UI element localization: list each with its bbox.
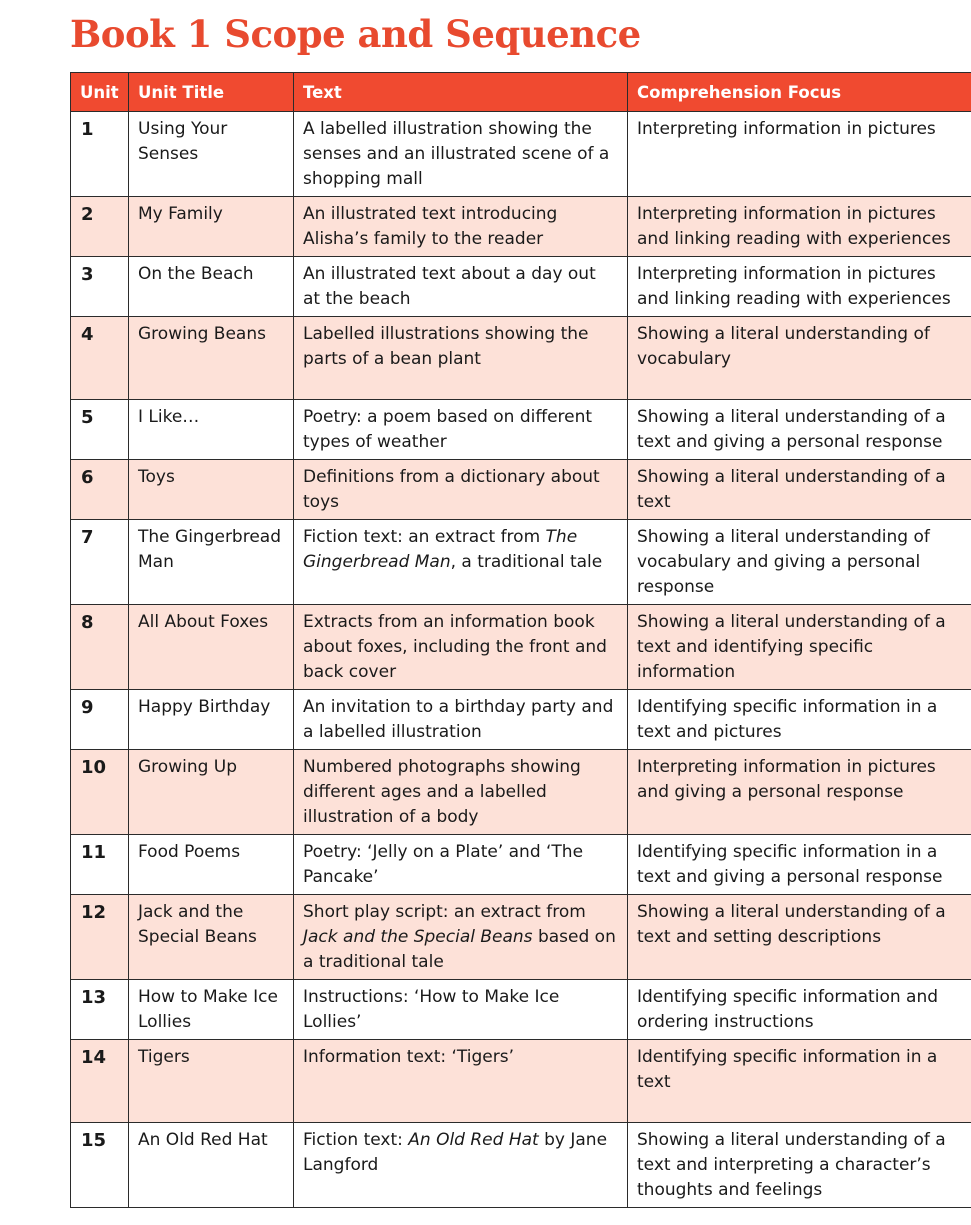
header-comprehension-focus: Comprehension Focus [628,73,971,112]
text-prefix: Short play script: an extract from [303,902,586,922]
unit-text: An invitation to a birthday party and a labelled illustration [294,690,628,750]
text-suffix: by Jane Langford [303,1130,608,1175]
comprehension-focus: Showing a literal understanding of a text and giving a personal response [628,400,971,460]
unit-number: 4 [71,317,129,400]
unit-text: An illustrated text about a day out at the beach [294,257,628,317]
unit-text: A labelled illustration showing the senses and an illustrated scene of a shopping mall [294,112,628,197]
header-unit-title: Unit Title [129,73,294,112]
unit-text: Extracts from an information book about foxes, including the front and back cover [294,605,628,690]
comprehension-focus: Identifying specific information and ordering instructions [628,980,971,1040]
unit-title: Tigers [129,1040,294,1123]
unit-number: 6 [71,460,129,520]
table-row [71,835,971,895]
unit-number: 1 [71,112,129,197]
table-row [71,400,971,460]
comprehension-focus: Showing a literal understanding of a text and identifying specific information [628,605,971,690]
unit-text [294,895,628,980]
unit-number: 8 [71,605,129,690]
table-row [71,257,971,317]
table-row [71,197,971,257]
text-prefix: Fiction text: an extract from [303,527,546,547]
unit-title: How to Make Ice Lollies [129,980,294,1040]
unit-title: Jack and the Special Beans [129,895,294,980]
unit-title: Growing Up [129,750,294,835]
comprehension-focus: Identifying specific information in a text and giving a personal response [628,835,971,895]
comprehension-focus: Showing a literal understanding of a text and setting descriptions [628,895,971,980]
unit-number: 12 [71,895,129,980]
table-row [71,112,971,197]
unit-text: Instructions: ‘How to Make Ice Lollies’ [294,980,628,1040]
comprehension-focus: Identifying specific information in a text [628,1040,971,1123]
unit-title: Happy Birthday [129,690,294,750]
header-row [71,73,971,112]
unit-text: Numbered photographs showing different ages and a labelled illustration of a body [294,750,628,835]
unit-number: 14 [71,1040,129,1123]
table-row [71,895,971,980]
unit-title: Toys [129,460,294,520]
unit-title: On the Beach [129,257,294,317]
unit-number: 3 [71,257,129,317]
comprehension-focus: Showing a literal understanding of a text [628,460,971,520]
unit-text: Information text: ‘Tigers’ [294,1040,628,1123]
table-row [71,690,971,750]
unit-title: An Old Red Hat [129,1123,294,1208]
comprehension-focus: Interpreting information in pictures and linking reading with experiences [628,197,971,257]
scope-table [70,72,971,1208]
table-row [71,460,971,520]
comprehension-focus: Interpreting information in pictures and linking reading with experiences [628,257,971,317]
unit-number: 13 [71,980,129,1040]
unit-title: The Gingerbread Man [129,520,294,605]
book-title: An Old Red Hat [408,1130,539,1150]
comprehension-focus: Showing a literal understanding of vocabulary [628,317,971,400]
unit-text [294,1123,628,1208]
comprehension-focus: Identifying specific information in a text and pictures [628,690,971,750]
unit-title: I Like… [129,400,294,460]
text-prefix: Fiction text: [303,1130,409,1150]
unit-number: 9 [71,690,129,750]
unit-text: Labelled illustrations showing the parts of a bean plant [294,317,628,400]
header-unit: Unit [71,73,129,112]
text-suffix: based on a traditional tale [303,927,616,972]
unit-number: 7 [71,520,129,605]
unit-number: 10 [71,750,129,835]
unit-title: My Family [129,197,294,257]
unit-title: Food Poems [129,835,294,895]
unit-number: 15 [71,1123,129,1208]
comprehension-focus: Showing a literal understanding of vocabulary and giving a personal response [628,520,971,605]
text-suffix: , a traditional tale [450,552,603,572]
unit-title: Growing Beans [129,317,294,400]
comprehension-focus: Interpreting information in pictures [628,112,971,197]
unit-number: 5 [71,400,129,460]
page-title: Book 1 Scope and Sequence [70,12,641,56]
table-row [71,750,971,835]
comprehension-focus: Showing a literal understanding of a text and interpreting a character’s thoughts and feelings [628,1123,971,1208]
unit-title: Using Your Senses [129,112,294,197]
book-title: The Gingerbread Man [303,527,578,572]
unit-text: Poetry: a poem based on different types of weather [294,400,628,460]
unit-text: An illustrated text introducing Alisha’s family to the reader [294,197,628,257]
table-row [71,1040,971,1123]
unit-text [294,520,628,605]
unit-number: 2 [71,197,129,257]
table-row [71,980,971,1040]
table-row [71,520,971,605]
table-row [71,317,971,400]
unit-text: Definitions from a dictionary about toys [294,460,628,520]
table-row [71,605,971,690]
table-row [71,1123,971,1208]
unit-text: Poetry: ‘Jelly on a Plate’ and ‘The Pancake’ [294,835,628,895]
header-text: Text [294,73,628,112]
comprehension-focus: Interpreting information in pictures and giving a personal response [628,750,971,835]
unit-title: All About Foxes [129,605,294,690]
book-title: Jack and the Special Beans [303,927,533,947]
unit-number: 11 [71,835,129,895]
